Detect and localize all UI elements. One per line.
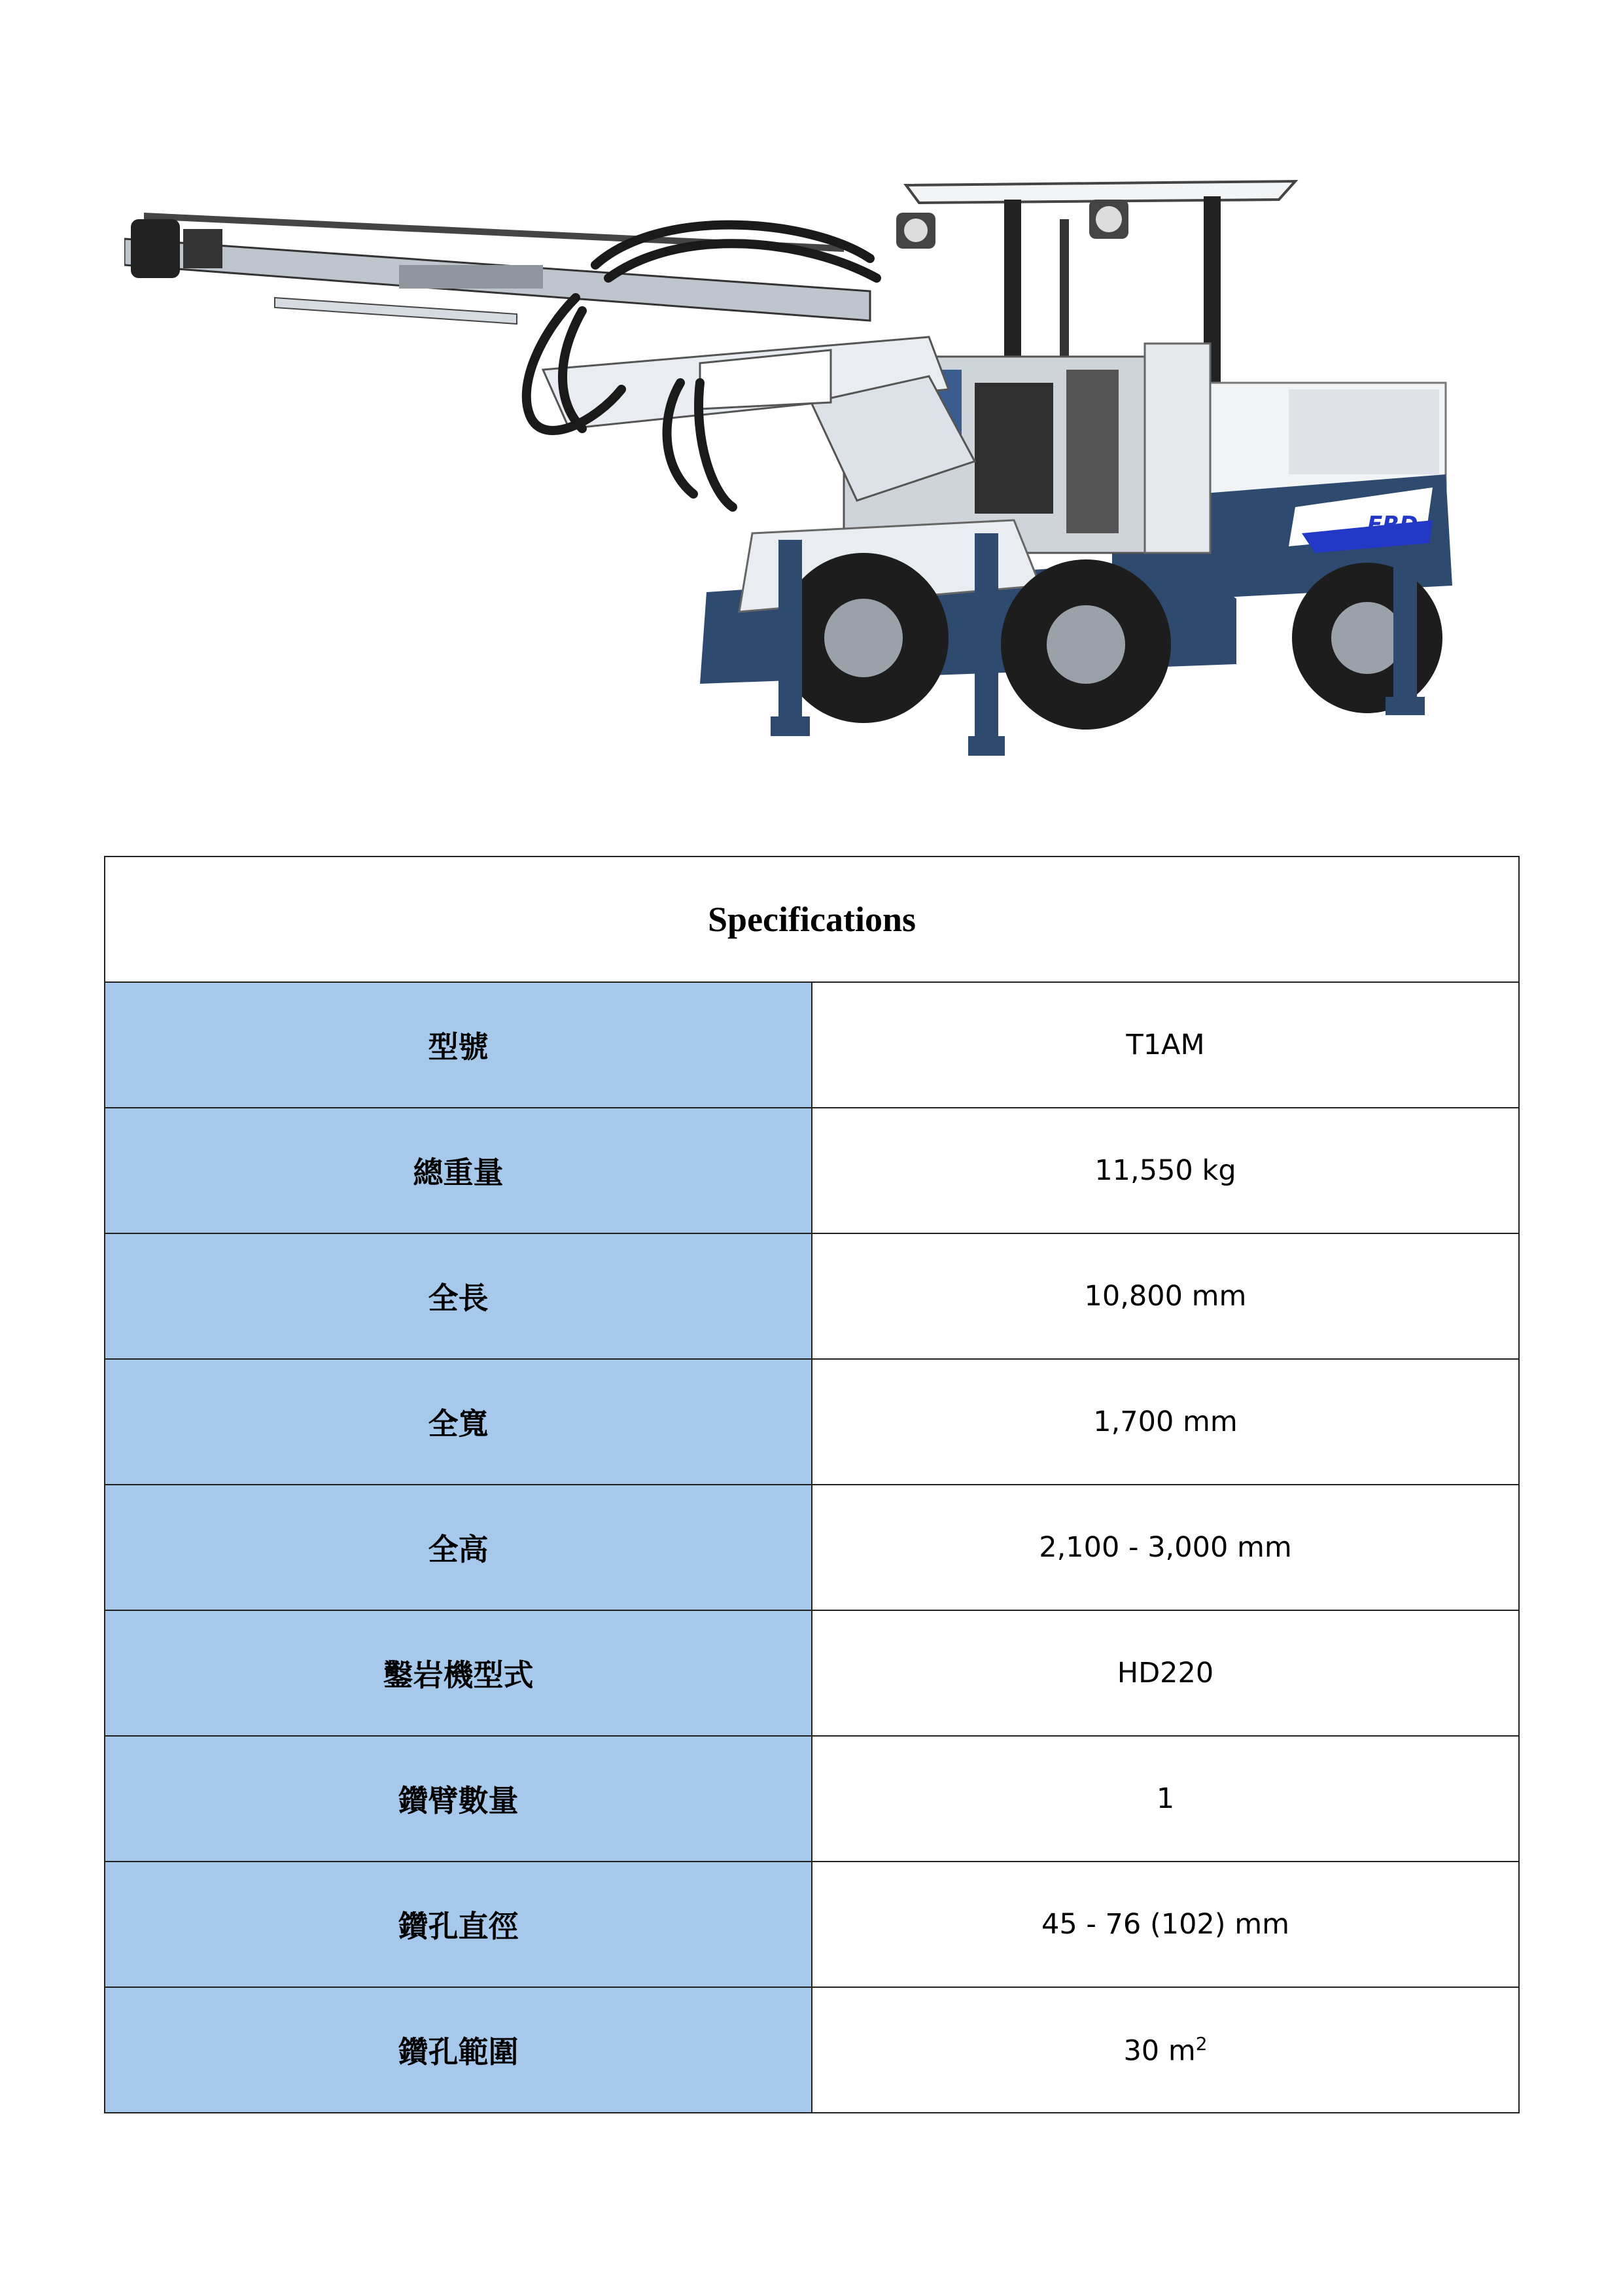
table-row	[105, 1485, 1519, 1610]
spec-table	[104, 856, 1520, 2113]
spec-value-drifter: HD220	[812, 1610, 1519, 1736]
spec-value-hole-diameter: 45 - 76 (102) mm	[812, 1862, 1519, 1987]
spec-value-weight: 11,550 kg	[812, 1108, 1519, 1233]
spec-value-model: T1AM	[812, 982, 1519, 1108]
table-row	[105, 1233, 1519, 1359]
spec-value-width: 1,700 mm	[812, 1359, 1519, 1485]
spec-value-height: 2,100 - 3,000 mm	[812, 1485, 1519, 1610]
brand-logo: FRD	[1367, 512, 1418, 538]
table-row	[105, 1108, 1519, 1233]
spec-label-hole-diameter: 鑽孔直徑	[105, 1862, 812, 1987]
table-row	[105, 1862, 1519, 1987]
drill-jumbo-image	[124, 167, 1511, 769]
spec-value-length: 10,800 mm	[812, 1233, 1519, 1359]
spec-label-height: 全高	[105, 1485, 812, 1610]
table-row	[105, 982, 1519, 1108]
table-row	[105, 1736, 1519, 1862]
spec-label-drifter: 鑿岩機型式	[105, 1610, 812, 1736]
table-row	[105, 1987, 1519, 2113]
table-row	[105, 1359, 1519, 1485]
spec-label-weight: 總重量	[105, 1108, 812, 1233]
table-row	[105, 1610, 1519, 1736]
table-title: Specifications	[105, 857, 1519, 982]
coverage-unit-exponent: 2	[1195, 2032, 1208, 2055]
spec-label-length: 全長	[105, 1233, 812, 1359]
spec-value-coverage	[812, 1987, 1519, 2113]
spec-label-width: 全寬	[105, 1359, 812, 1485]
table-title-row	[105, 857, 1519, 982]
spec-value-booms: 1	[812, 1736, 1519, 1862]
spec-label-coverage: 鑽孔範圍	[105, 1987, 812, 2113]
wheels	[778, 553, 1442, 730]
boom-arm	[543, 337, 975, 501]
coverage-value: 30 m	[1123, 2034, 1196, 2068]
spec-label-model: 型號	[105, 982, 812, 1108]
spec-label-booms: 鑽臂數量	[105, 1736, 812, 1862]
